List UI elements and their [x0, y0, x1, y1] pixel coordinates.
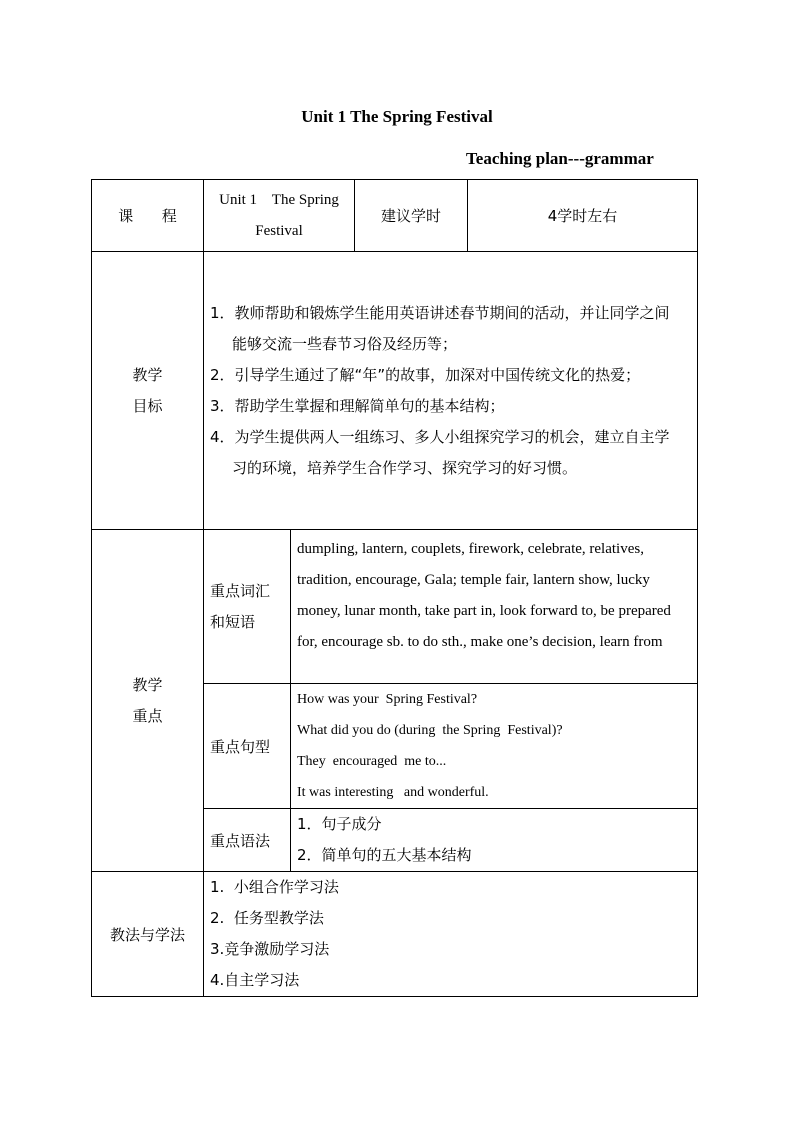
objectives-row [92, 252, 698, 530]
methods-row [92, 872, 698, 997]
course-row [92, 180, 698, 252]
objectives-label-line1: 教学 [132, 365, 163, 384]
method-item: 3.竞争激励学习法 [210, 940, 330, 958]
grammar-item: 1．句子成分 [297, 815, 382, 833]
vocab-label [204, 530, 291, 684]
objectives-label-line2: 目标 [132, 396, 163, 415]
document-title: Unit 1 The Spring Festival [301, 107, 493, 126]
grammar-list [291, 809, 698, 872]
grammar-label: 重点语法 [204, 809, 291, 872]
course-value-line2: Festival [255, 222, 303, 239]
sentence-item: How was your Spring Festival? [297, 692, 478, 707]
sentences-list [291, 684, 698, 809]
methods-list [204, 872, 698, 997]
course-label: 课 程 [92, 180, 204, 252]
objective-item: 1．教师帮助和锻炼学生能用英语讲述春节期间的活动，并让同学之间能够交流一些春节习俗及经历等； [210, 303, 670, 353]
objectives-list [204, 298, 697, 484]
vocab-text: dumpling, lantern, couplets, firework, celebrate, relatives, tradition, encourage, Gala; temple fair, lantern show, lucky money, lunar month, take part in, look forward to, be prepared for, encourage sb. to do sth., make one’s decision, learn from [291, 530, 698, 684]
grammar-item: 2．简单句的五大基本结构 [297, 846, 472, 864]
objectives-content [204, 252, 698, 530]
objective-item: 2．引导学生通过了解“年”的故事，加深对中国传统文化的热爱； [210, 365, 641, 384]
keypoints-label-line1: 教学 [132, 675, 163, 694]
sentence-item: They encouraged me to... [297, 754, 447, 769]
method-item: 1. 小组合作学习法 [210, 878, 339, 896]
document-subtitle: Teaching plan---grammar [466, 149, 654, 168]
teaching-plan-table [91, 179, 698, 997]
keypoints-label-line2: 重点 [132, 706, 163, 725]
keypoints-label [92, 530, 204, 872]
course-value-line1: Unit 1 The Spring [219, 191, 339, 208]
vocab-label-line1: 重点词汇 [210, 581, 271, 600]
sentence-item: What did you do (during the Spring Festival)? [297, 723, 563, 738]
vocab-label-line2: 和短语 [210, 612, 256, 631]
method-item: 2. 任务型教学法 [210, 909, 324, 927]
sentence-item: It was interesting and wonderful. [297, 785, 489, 800]
objectives-label [92, 252, 204, 530]
method-item: 4.自主学习法 [210, 971, 300, 989]
objective-item: 4．为学生提供两人一组练习、多人小组探究学习的机会，建立自主学习的环境，培养学生合作学习、探究学习的好习惯。 [210, 427, 670, 477]
vocab-row [92, 530, 698, 684]
hours-label: 建议学时 [355, 180, 468, 252]
hours-value: 4学时左右 [468, 180, 698, 252]
methods-label: 教法与学法 [92, 872, 204, 997]
course-value [204, 180, 355, 252]
sentences-label: 重点句型 [204, 684, 291, 809]
objective-item: 3．帮助学生掌握和理解简单句的基本结构； [210, 396, 505, 415]
